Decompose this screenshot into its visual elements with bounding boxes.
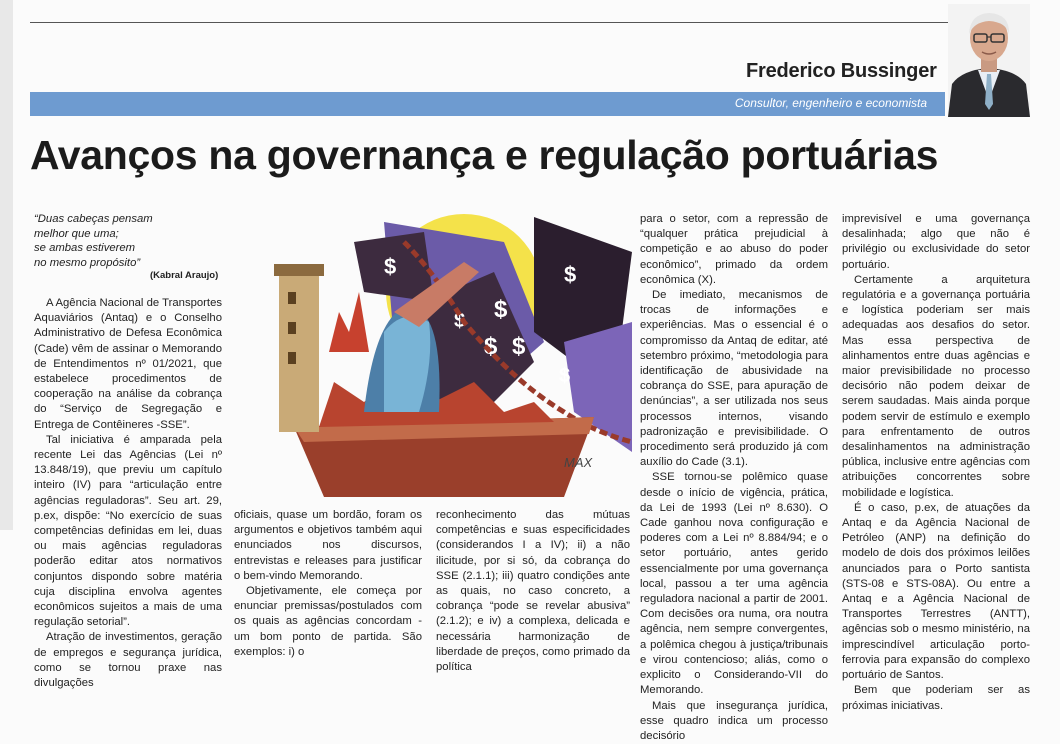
paragraph: Certamente a arquitetura regulatória e a governança portuária e logística poderiam ser mais adequadas aos desafios do setor. Mas essa perspectiva de alinhamentos entre duas agências e maior previsibilidade no processo decisório não podem deixar de serem saudadas. Mais ainda porque podem servir de estímulo e exemplo para enfrentamento de outros desalinhamentos na administração pública, inclusive entre agências com atribuições concorrentes sobre mobilidade e logística. xyxy=(842,273,1030,501)
dollar-sign: $ xyxy=(494,296,508,323)
paragraph: oficiais, quase um bordão, foram os argumentos e objetivos também aqui enunciados nos discursos, entrevistas e releases para justificar o bem-vindo Memorando. xyxy=(234,508,422,584)
dollar-sign: $ xyxy=(564,262,576,287)
page-fold-shadow xyxy=(0,0,13,530)
epigraph-line: melhor que uma; xyxy=(34,227,222,242)
author-name: Frederico Bussinger xyxy=(746,60,937,83)
dollar-sign: $ xyxy=(384,254,396,279)
epigraph-line: no mesmo propósito” xyxy=(34,256,222,271)
illustration-signature: MAX xyxy=(564,455,594,470)
paragraph: imprevisível e uma governança desalinhada; algo que não é privilégio ou exclusividade do setor portuário. xyxy=(842,212,1030,273)
illustration xyxy=(234,212,632,502)
epigraph-line: “Duas cabeças pensam xyxy=(34,212,222,227)
article-column-4 xyxy=(842,212,1030,714)
paragraph: Mais que insegurança jurídica, esse quadro indica um processo decisório xyxy=(640,699,828,744)
paragraph: De imediato, mecanismos de trocas de informações e experiências. Mas o essencial é o compromisso da Antaq de editar, até setembro próximo, “metodologia para identificação de abusividade na cobrança do SSE, para apuração de denúncias”, a ser utilizada nos seus processos internos, visando padronização e previsibilidade. O procedimento será produzido já com auxílio do Cade (3.1). xyxy=(640,288,828,470)
dollar-sign: $ xyxy=(484,333,498,360)
paragraph: Objetivamente, ele começa por enunciar premissas/postulados com os quais as agências concordam - um bom ponto de partida. São exemplos: i) o xyxy=(234,584,422,660)
dollar-sign: $ xyxy=(512,333,526,360)
paragraph: Bem que poderiam ser as próximas iniciativas. xyxy=(842,683,1030,713)
paragraph: Tal iniciativa é amparada pela recente Lei das Agências (Lei nº 13.848/19), que previu um capítulo inteiro (IV) para “articulação entre agências reguladoras”. Seu art. 29, p.ex, dispõe: “No exercício de suas competências definidas em lei, duas ou mais agências reguladoras poderão editar atos normativos conjuntos dispondo sobre matéria cuja disciplina envolva agentes econômicos sujeitos a mais de uma regulação setorial”. xyxy=(34,433,222,631)
headline: Avanços na governança e regulação portuárias xyxy=(30,132,938,179)
paragraph: Atração de investimentos, geração de empregos e segurança jurídica, como se tornou praxe nas divulgações xyxy=(34,630,222,691)
paragraph: A Agência Nacional de Transportes Aquaviários (Antaq) e o Conselho Administrativo de Defesa Econômica (Cade) vêm de assinar o Memorando de Entendimentos nº 01/2021, que estabelece procedimentos de cooperação na análise da cobrança do “Serviço de Segregação e Entrega de Contêineres -SSE”. xyxy=(34,296,222,433)
paragraph: reconhecimento das mútuas competências e suas especificidades (considerandos I a IV); ii) a não ilicitude, por si só, da cobrança do SSE (2.1.1); iii) quatro condições ante as quais, no caso concreto, a cobrança “pode se revelar abusiva” (2.1.2); e iv) a complexa, delicada e necessária harmonização de liberdade de preços, como primado da política xyxy=(436,508,630,675)
author-photo xyxy=(948,4,1030,117)
paragraph: para o setor, com a repressão de “qualquer prática prejudicial à competição e ao abuso do poder econômico”, primado da ordem econômica (X). xyxy=(640,212,828,288)
author-role: Consultor, engenheiro e economista xyxy=(735,96,927,110)
author-band xyxy=(30,92,945,116)
epigraph xyxy=(34,212,222,270)
dollar-sign: $ xyxy=(454,310,465,332)
article-column-2b xyxy=(436,508,630,675)
paragraph: É o caso, p.ex, de atuações da Antaq e da Agência Nacional de Petróleo (ANP) na definição do modelo de dois dos próximos leilões anunciados para o Porto santista (STS-08 e STS-08A). Ou entre a Antaq e a Agência Nacional de Transportes Terrestres (ANTT), agências sob o mesmo ministério, na imprescindível articulação porto-ferrovia para expansão do complexo portuário de Santos. xyxy=(842,501,1030,683)
top-rule xyxy=(30,22,1030,23)
dollar-sign: $ xyxy=(559,365,570,387)
paragraph: SSE tornou-se polêmico quase desde o início de vigência, prática, da Lei de 1993 (Lei nº 8.630). O Cade ganhou nova configuração e poderes com a Lei nº 8.884/94; e o setor portuário, antes gerido essencialmente por uma governança local, passou a ter uma agência reguladora nacional a partir de 2001. Com decisões ora numa, ora noutra agência, nem sempre convergentes, a polêmica chegou à justiça/tribunais e virou contencioso; aliás, como o explicito o Considerando-VII do Memorando. xyxy=(640,470,828,698)
article-column-3 xyxy=(640,212,828,744)
article-column-2 xyxy=(234,508,422,660)
article-column-1 xyxy=(34,296,222,691)
epigraph-line: se ambas estiverem xyxy=(34,241,222,256)
epigraph-attribution: (Kabral Araujo) xyxy=(150,270,218,281)
